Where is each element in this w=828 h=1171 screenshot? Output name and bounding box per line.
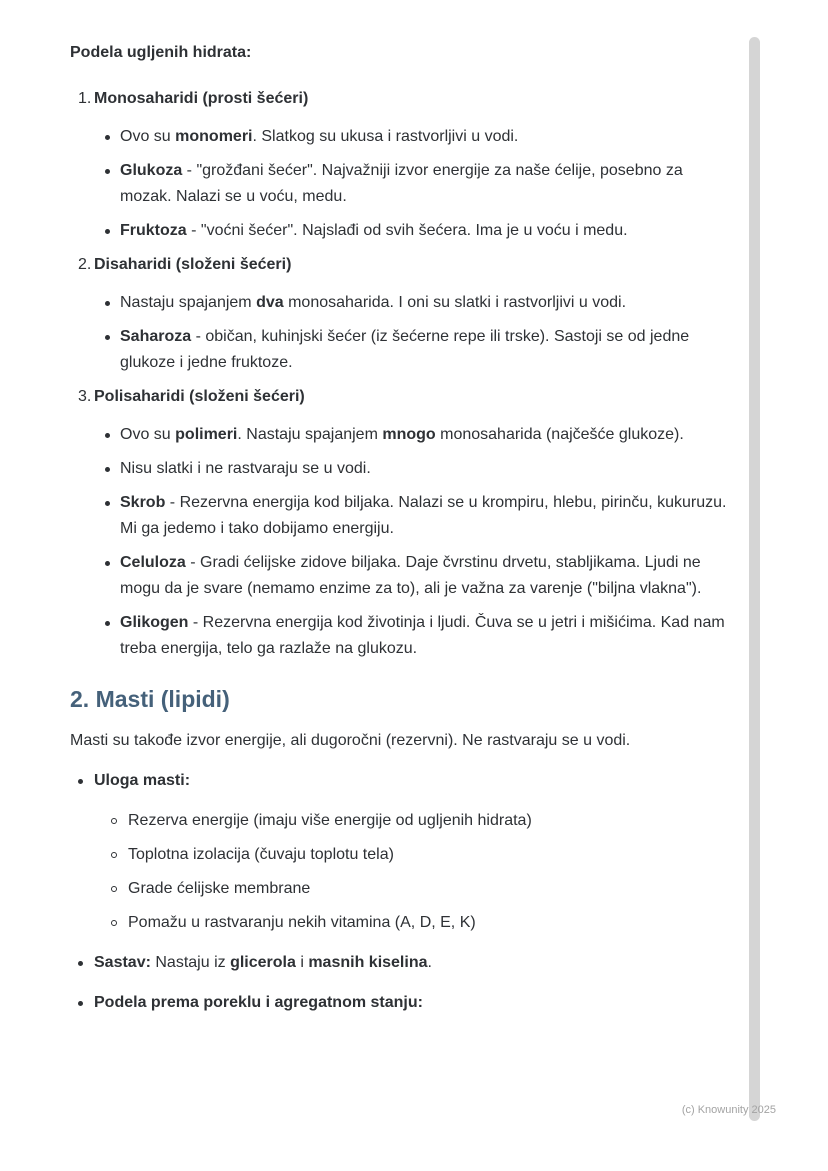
- sub-list-item-text: Pomažu u rastvaranju nekih vitamina (A, D, E, K): [128, 914, 476, 931]
- list-item: [105, 610, 738, 662]
- bullet-marker: [105, 290, 120, 316]
- list-item-text: Sastav: Nastaju iz glicerola i masnih kiselina.: [94, 954, 432, 971]
- bullet-dot-icon: [105, 433, 110, 438]
- list-item-text: Skrob - Rezervna energija kod biljaka. Nalazi se u krompiru, hlebu, pirinču, kukuruzu. Mi ga jedemo i tako dobijamo energiju.: [120, 494, 727, 537]
- list-item: [105, 124, 738, 150]
- bullet-dot-icon: [105, 301, 110, 306]
- list-item: [105, 218, 738, 244]
- list-item: [78, 990, 738, 1016]
- list-item-text: Ovo su polimeri. Nastaju spajanjem mnogo monosaharida (najčešće glukoze).: [120, 426, 684, 443]
- list-item-text: Glikogen - Rezervna energija kod životinja i ljudi. Čuva se u jetri i mišićima. Kad nam treba energija, telo ga razlaže na glukozu.: [120, 614, 725, 657]
- section-heading: [70, 252, 738, 278]
- bullet-marker: [105, 550, 120, 602]
- bullet-marker: [78, 990, 94, 1016]
- list-item-text: Saharoza - običan, kuhinjski šećer (iz šećerne repe ili trske). Sastoji se od jedne glukoze i jedne fruktoze.: [120, 328, 690, 371]
- list-item-text: Podela prema poreklu i agregatnom stanju:: [94, 994, 423, 1011]
- list-item: [78, 950, 738, 976]
- bullet-marker: [111, 876, 128, 902]
- sub-list-item: [111, 910, 738, 936]
- bullet-circle-icon: [111, 818, 117, 824]
- sub-list-item: [111, 842, 738, 868]
- section-heading: [70, 384, 738, 410]
- masti-heading: 2. Masti (lipidi): [70, 686, 230, 712]
- bullet-dot-icon: [105, 561, 110, 566]
- list-item: [105, 290, 738, 316]
- list-item: [78, 768, 738, 794]
- bullet-dot-icon: [105, 229, 110, 234]
- section-number: 1.: [78, 90, 92, 107]
- sub-list-item-text: Toplotna izolacija (čuvaju toplotu tela): [128, 846, 394, 863]
- bullet-circle-icon: [111, 886, 117, 892]
- bullet-dot-icon: [105, 501, 110, 506]
- section-number: 2.: [78, 256, 92, 273]
- document-content: [70, 40, 738, 1030]
- list-item-text: Ovo su monomeri. Slatkog su ukusa i rastvorljivi u vodi.: [120, 128, 519, 145]
- bullet-dot-icon: [105, 169, 110, 174]
- list-item: [105, 550, 738, 602]
- copyright-footer: (c) Knowunity 2025: [681, 1104, 776, 1116]
- list-item: [105, 324, 738, 376]
- sub-list-item: [111, 876, 738, 902]
- section-title: Monosaharidi (prosti šećeri): [94, 90, 309, 107]
- list-item-text: Nisu slatki i ne rastvaraju se u vodi.: [120, 460, 371, 477]
- bullet-circle-icon: [111, 852, 117, 858]
- bullet-list: [70, 422, 738, 662]
- sub-bullet-list: [111, 808, 738, 936]
- section-number: 3.: [78, 388, 92, 405]
- bullet-dot-icon: [78, 1001, 83, 1006]
- bullet-dot-icon: [78, 779, 83, 784]
- bullet-list: [70, 290, 738, 376]
- masti-list: [70, 768, 738, 1016]
- scrollbar[interactable]: [749, 37, 760, 1121]
- bullet-list: [70, 124, 738, 244]
- bullet-marker: [105, 610, 120, 662]
- bullet-marker: [105, 422, 120, 448]
- bullet-marker: [105, 158, 120, 210]
- bullet-dot-icon: [105, 621, 110, 626]
- list-item-text: Nastaju spajanjem dva monosaharida. I oni su slatki i rastvorljivi u vodi.: [120, 294, 627, 311]
- list-item-text: Celuloza - Gradi ćelijske zidove biljaka. Daje čvrstinu drvetu, stabljikama. Ljudi ne mogu da je svare (nemamo enzime za to), ali je važna za varenje ("biljna vlakna").: [120, 554, 702, 597]
- section-title: Disaharidi (složeni šećeri): [94, 256, 292, 273]
- sub-list-item-text: Grade ćelijske membrane: [128, 880, 311, 897]
- sub-list-item-text: Rezerva energije (imaju više energije od ugljenih hidrata): [128, 812, 532, 829]
- list-item: [105, 456, 738, 482]
- section-monosaharidi: [70, 86, 738, 244]
- list-item-text: Fruktoza - "voćni šećer". Najslađi od svih šećera. Ima je u voću i medu.: [120, 222, 628, 239]
- list-item-text: Uloga masti:: [94, 772, 191, 789]
- bullet-dot-icon: [105, 335, 110, 340]
- bullet-dot-icon: [105, 135, 110, 140]
- masti-intro: Masti su takođe izvor energije, ali dugoročni (rezervni). Ne rastvaraju se u vodi.: [70, 732, 631, 749]
- section-title: Polisaharidi (složeni šećeri): [94, 388, 305, 405]
- section-heading: [70, 86, 738, 112]
- bullet-marker: [111, 808, 128, 834]
- bullet-marker: [105, 324, 120, 376]
- list-item: [105, 490, 738, 542]
- bullet-dot-icon: [78, 961, 83, 966]
- bullet-circle-icon: [111, 920, 117, 926]
- list-item: [105, 422, 738, 448]
- bullet-marker: [105, 490, 120, 542]
- list-item: [105, 158, 738, 210]
- page-title: Podela ugljenih hidrata:: [70, 44, 252, 61]
- bullet-marker: [78, 950, 94, 976]
- list-item-text: Glukoza - "grožđani šećer". Najvažniji izvor energije za naše ćelije, posebno za mozak. Nalazi se u voću, medu.: [120, 162, 683, 205]
- bullet-marker: [111, 910, 128, 936]
- section-polisaharidi: [70, 384, 738, 662]
- bullet-marker: [78, 768, 94, 794]
- bullet-dot-icon: [105, 467, 110, 472]
- sub-list-item: [111, 808, 738, 834]
- bullet-marker: [105, 124, 120, 150]
- bullet-marker: [105, 456, 120, 482]
- section-disaharidi: [70, 252, 738, 376]
- bullet-marker: [105, 218, 120, 244]
- bullet-marker: [111, 842, 128, 868]
